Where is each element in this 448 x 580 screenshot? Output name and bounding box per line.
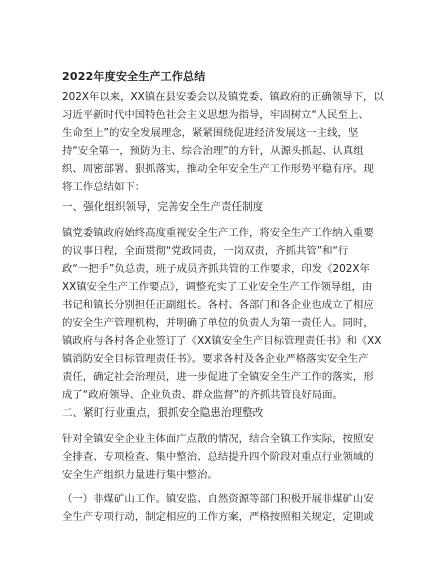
section-2-line: 全排查、专项检查、集中整治、总结提升四个阶段对重点行业领域的 xyxy=(62,451,374,463)
section-2-line: 针对全镇安全企业主体面广点散的情况，结合全镇工作实际，按照安 xyxy=(62,433,374,445)
section-1-line: 责任，确定社会治理员，进一步促进了全镇安全生产工作的落实，形 xyxy=(62,371,374,383)
intro-line: 持“安全第一，预防为主、综合治理”的方针，从源头抓起、认真组 xyxy=(62,145,364,157)
section-2-paragraph xyxy=(62,430,392,484)
section-1-line: 的议事日程，全面贯彻“党政同责，一岗双责，齐抓共管”和“行 xyxy=(62,245,349,257)
section-1-line: XX镇安全生产工作要点》，调整充实了工业安全生产工作领导组，由 xyxy=(62,281,373,293)
section-1-line: 镇消防安全目标管理责任书》。要求各村及各企业严格落实安全生产 xyxy=(62,353,369,365)
intro-line: 生命至上”的安全发展理念，紧紧围绕促进经济发展这一主线，坚 xyxy=(62,127,359,139)
subsection-1-line: 全生产专项行动，制定相应的工作方案，严格按照相关规定，定期或 xyxy=(62,511,374,523)
section-1-line: 镇党委镇政府始终高度重视安全生产工作，将安全生产工作纳入重要 xyxy=(62,227,374,239)
section-2-heading-block xyxy=(62,404,392,422)
section-1-line: 书记和镇长分别担任正副组长。各村、各部门和各企业也成立了相应 xyxy=(62,299,374,311)
document-title: 2022年度安全生产工作总结 xyxy=(62,70,206,83)
section-2-heading: 二、紧盯行业重点，狠抓安全隐患治理整改 xyxy=(62,407,264,419)
section-1-line: 政“一把手”负总责，班子成员齐抓共管的工作要求，印发《202X年 xyxy=(62,263,370,275)
section-2-line: 安全生产组织力量进行集中整治。 xyxy=(62,469,218,481)
section-1-line: 成了“政府领导、企业负责、群众监督”的齐抓共管良好局面。 xyxy=(62,389,343,401)
section-1-heading: 一、强化组织领导，完善安全生产责任制度 xyxy=(62,201,264,213)
intro-line: 织、周密部署、狠抓落实，推动全年安全生产工作形势平稳有序。现 xyxy=(62,163,374,175)
section-1-line: 的安全生产管理机构，并明确了单位的负责人为第一责任人。同时， xyxy=(62,317,374,329)
section-1-line: 镇政府与各村各企业签订了《XX镇安全生产目标管理责任书》和《XX xyxy=(62,335,382,347)
section-1-heading-block xyxy=(62,198,392,216)
intro-line: 习近平新时代中国特色社会主义思想为指导，牢固树立“人民至上、 xyxy=(62,109,369,121)
intro-line: 202X年以来，XX镇在县安委会以及镇党委、镇政府的正确领导下，以 xyxy=(62,91,384,103)
intro-line: 将工作总结如下： xyxy=(62,181,146,193)
section-1-paragraph xyxy=(62,224,392,404)
intro-paragraph xyxy=(62,88,392,196)
subsection-1-line: （一）非煤矿山工作。镇安监、自然资源等部门积极开展非煤矿山安 xyxy=(62,493,374,505)
subsection-1-paragraph xyxy=(62,490,392,526)
